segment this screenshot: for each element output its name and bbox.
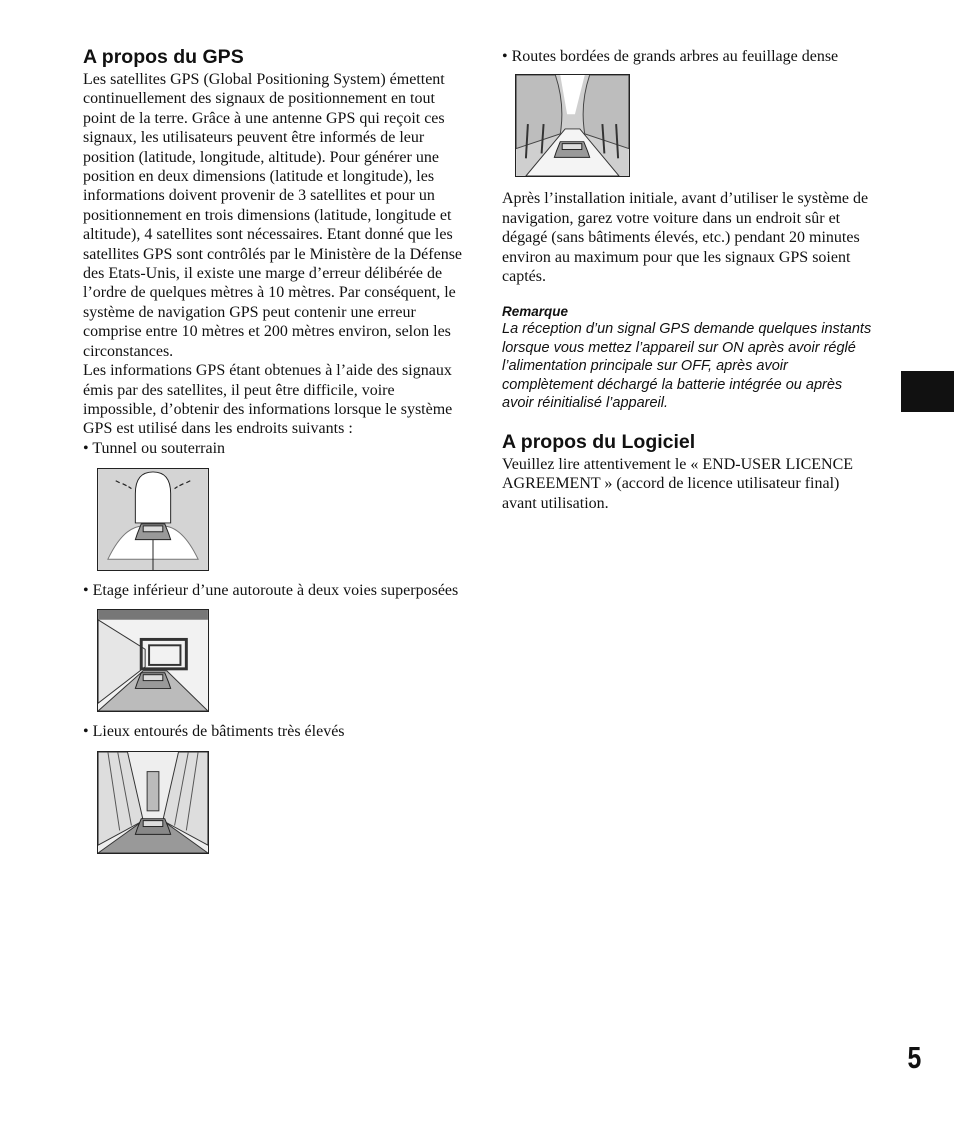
- gps-paragraph-2: Les informations GPS étant obtenues à l’aide des signaux émis par des satellites, il peut être difficile, voire impossible, d’obtenir des informations lorsque le système GPS est utilisé dans les endroits suivants :: [83, 362, 453, 438]
- chapter-tab: [901, 371, 954, 412]
- bullet-tunnel: • Tunnel ou souterrain: [83, 439, 226, 457]
- bullet-trees: • Routes bordées de grands arbres au feuillage dense: [502, 48, 839, 65]
- section-heading-gps: A propos du GPS: [83, 46, 244, 68]
- highway-illustration: [97, 609, 209, 712]
- buildings-illustration: [97, 751, 209, 854]
- right-column: [502, 47, 877, 513]
- gps-paragraph-1: Les satellites GPS (Global Positioning System) émettent continuellement des signaux de positionnement en tout point de la terre. Grâce à une antenne GPS qui reçoit ces signaux, les utilisateurs peuvent être informés de leur position (latitude, longitude, altitude). Pour générer une position en deux dimensions (latitude et longitude), les informations doivent provenir de 3 satellites et pour un positionnement en trois dimensions (latitude, longitude et altitude), 4 satellites sont nécessaires. Etant donné que les satellites GPS sont contrôlés par le Ministère de la Défense des Etats-Unis, il existe une marge d’erreur délibérée de l’ordre de quelques mètres à 10 mètres. Par conséquent, le système de navigation GPS peut contenir une erreur comprise entre 10 mètres et 200 mètres environ, selon les circonstances.: [83, 71, 463, 360]
- left-column: [83, 46, 463, 864]
- bullet-highway: • Etage inférieur d’une autoroute à deux voies superposées: [83, 582, 459, 600]
- software-paragraph: Veuillez lire attentivement le « END-USER LICENCE AGREEMENT » (accord de licence utilisateur final) avant utilisation.: [502, 455, 854, 512]
- tunnel-illustration: [97, 468, 209, 571]
- section-heading-software: A propos du Logiciel: [502, 430, 696, 453]
- installation-paragraph: Après l’installation initiale, avant d’utiliser le système de navigation, garez votre voiture dans un endroit sûr et dégagé (sans bâtiments élevés, etc.) pendant 20 minutes environ au maximum pour que les signaux GPS soient captés.: [502, 190, 869, 286]
- trees-illustration: [515, 74, 630, 177]
- bullet-buildings: • Lieux entourés de bâtiments très élevés: [83, 722, 345, 740]
- page-number: 5: [907, 1040, 921, 1075]
- note-text: La réception d’un signal GPS demande quelques instants lorsque vous mettez l’appareil sur ON après avoir réglé l’alimentation principale sur OFF, après avoir complètement déchargé la batterie intégrée ou après avoir réinitialisé l’appareil.: [502, 321, 872, 412]
- note-title: Remarque: [502, 304, 569, 320]
